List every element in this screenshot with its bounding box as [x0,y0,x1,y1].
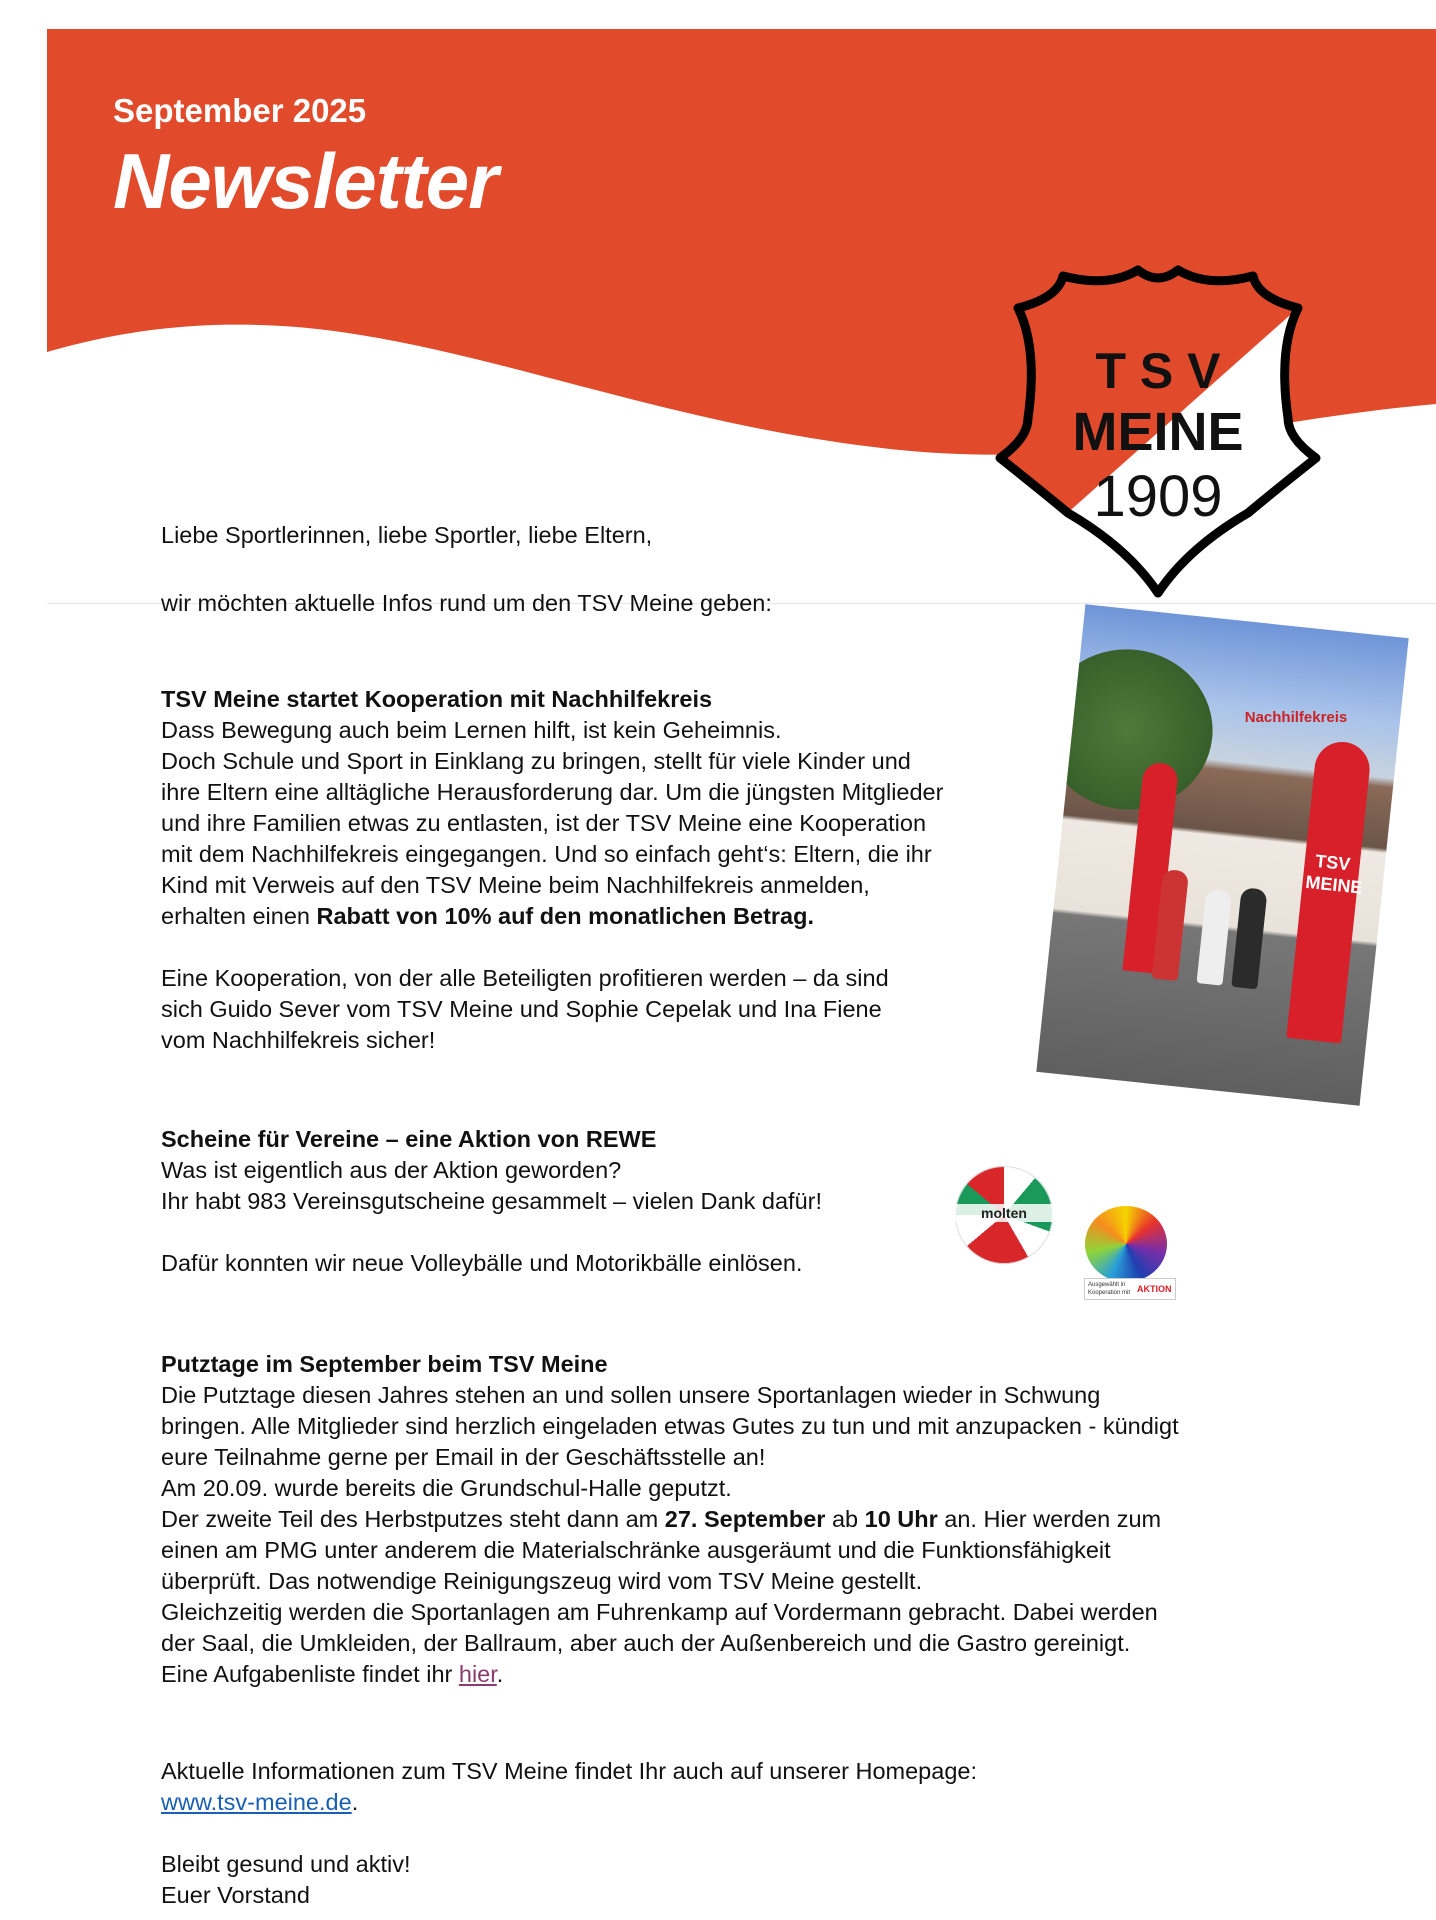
homepage-link[interactable]: www.tsv-meine.de [161,1789,352,1815]
text-line [161,715,943,746]
text: Gleichzeitig werden die Sportanlagen am Fuhrenkamp auf Vordermann gebracht. Dabei werden [161,1599,1158,1625]
photo-flag-text: TSV MEINE [1304,850,1364,898]
text-line [161,870,943,901]
text-line [161,808,943,839]
text-line [161,1473,1179,1504]
text: und ihre Familien etwas zu entlasten, ist der TSV Meine eine Kooperation [161,810,927,836]
text-line [161,994,943,1025]
text: einen am PMG unter anderem die Materialschränke ausgeräumt und die Funktionsfähigkeit [161,1537,1111,1563]
text: Was ist eigentlich aus der Aktion geworden? [161,1157,622,1183]
bold-text: Rabatt von 10% auf den monatlichen Betrag. [316,903,814,929]
logo-year: 1909 [1093,464,1223,529]
kooperation-photo [1036,604,1408,1105]
text-line [161,901,943,932]
section-kooperation [161,684,943,1056]
text-line [161,1535,1179,1566]
closing: Bleibt gesund und aktiv! [161,1851,411,1877]
text: Am 20.09. wurde bereits die Grundschul-Halle geputzt. [161,1475,732,1501]
aktion-badge [1084,1278,1176,1300]
volleyball-image [955,1166,1053,1264]
aufgabenliste-link[interactable]: hier [458,1661,497,1687]
text: Die Putztage diesen Jahres stehen an und sollen unsere Sportanlagen wieder in Schwung [161,1382,1101,1408]
text-line [161,1155,822,1186]
text-line [161,746,943,777]
footer-info: Aktuelle Informationen zum TSV Meine findet Ihr auch auf unserer Homepage: [161,1758,977,1784]
bold-text: 27. September [664,1506,826,1532]
section-heading: Putztage im September beim TSV Meine [161,1351,608,1377]
text: sich Guido Sever vom TSV Meine und Sophie Cepelak und Ina Fiene [161,996,882,1022]
text: Eine Kooperation, von der alle Beteiligten profitieren werden – da sind [161,965,889,991]
text-line [161,1504,1179,1535]
text: erhalten einen [161,903,317,929]
footer [161,1756,977,1911]
text-line [161,839,943,870]
text: vom Nachhilfekreis sicher! [161,1027,436,1053]
text-line [161,1025,943,1056]
text: Doch Schule und Sport in Einklang zu bringen, stellt für viele Kinder und [161,748,911,774]
newsletter-date: September 2025 [113,92,367,129]
text: . [496,1661,504,1687]
text: überprüft. Das notwendige Reinigungszeug wird vom TSV Meine gestellt. [161,1568,923,1594]
text: ab [825,1506,865,1532]
text-line [161,963,943,994]
text: an. Hier werden zum [937,1506,1162,1532]
motorikball-image [1085,1206,1167,1282]
text-line [161,1597,1179,1628]
tsv-meine-logo [988,258,1328,603]
logo-tsv: T S V [1095,343,1221,399]
text: bringen. Alle Mitglieder sind herzlich eingeladen etwas Gutes zu tun und mit anzupacken - kündigt [161,1413,1179,1439]
text-line [161,1217,822,1248]
text: mit dem Nachhilfekreis eingegangen. Und so einfach geht‘s: Eltern, die ihr [161,841,932,867]
text: ihre Eltern eine alltägliche Herausforderung dar. Um die jüngsten Mitglieder [161,779,944,805]
logo-meine: MEINE [1072,402,1244,462]
section-heading: TSV Meine startet Kooperation mit Nachhilfekreis [161,686,713,712]
text-line [161,1442,1179,1473]
text: der Saal, die Umkleiden, der Ballraum, aber auch der Außenbereich und die Gastro gereinigt. [161,1630,1131,1656]
text-line [161,1628,1179,1659]
photo-sign: Nachhilfekreis [1244,708,1348,726]
signature: Euer Vorstand [161,1882,310,1908]
text: Dafür konnten wir neue Volleybälle und Motorikbälle einlösen. [161,1250,803,1276]
text: Kind mit Verweis auf den TSV Meine beim Nachhilfekreis anmelden, [161,872,870,898]
text: Ihr habt 983 Vereinsgutscheine gesammelt – vielen Dank dafür! [161,1188,823,1214]
text-line [161,1566,1179,1597]
text-line [161,1411,1179,1442]
section-putztage [161,1349,1179,1690]
text-line [161,1248,822,1279]
badge-logo: AKTION [1137,1284,1172,1294]
newsletter-title: Newsletter [113,137,498,225]
text-line [161,777,943,808]
link-suffix: . [351,1789,359,1815]
text-line [161,1659,1179,1690]
text-line [161,1186,822,1217]
section-heading: Scheine für Vereine – eine Aktion von REWE [161,1126,657,1152]
text: Der zweite Teil des Herbstputzes steht dann am [161,1506,665,1532]
ball-brand: molten [955,1204,1053,1222]
text: Eine Aufgabenliste findet ihr [161,1661,459,1687]
text: Dass Bewegung auch beim Lernen hilft, ist kein Geheimnis. [161,717,782,743]
bold-text: 10 Uhr [864,1506,938,1532]
text: eure Teilnahme gerne per Email in der Geschäftsstelle an! [161,1444,766,1470]
intro: wir möchten aktuelle Infos rund um den TSV Meine geben: [161,590,772,616]
section-rewe [161,1124,822,1279]
greeting: Liebe Sportlerinnen, liebe Sportler, liebe Eltern, [161,522,653,548]
badge-text: Ausgewählt in Kooperation mit [1088,1282,1131,1296]
text-line [161,1380,1179,1411]
